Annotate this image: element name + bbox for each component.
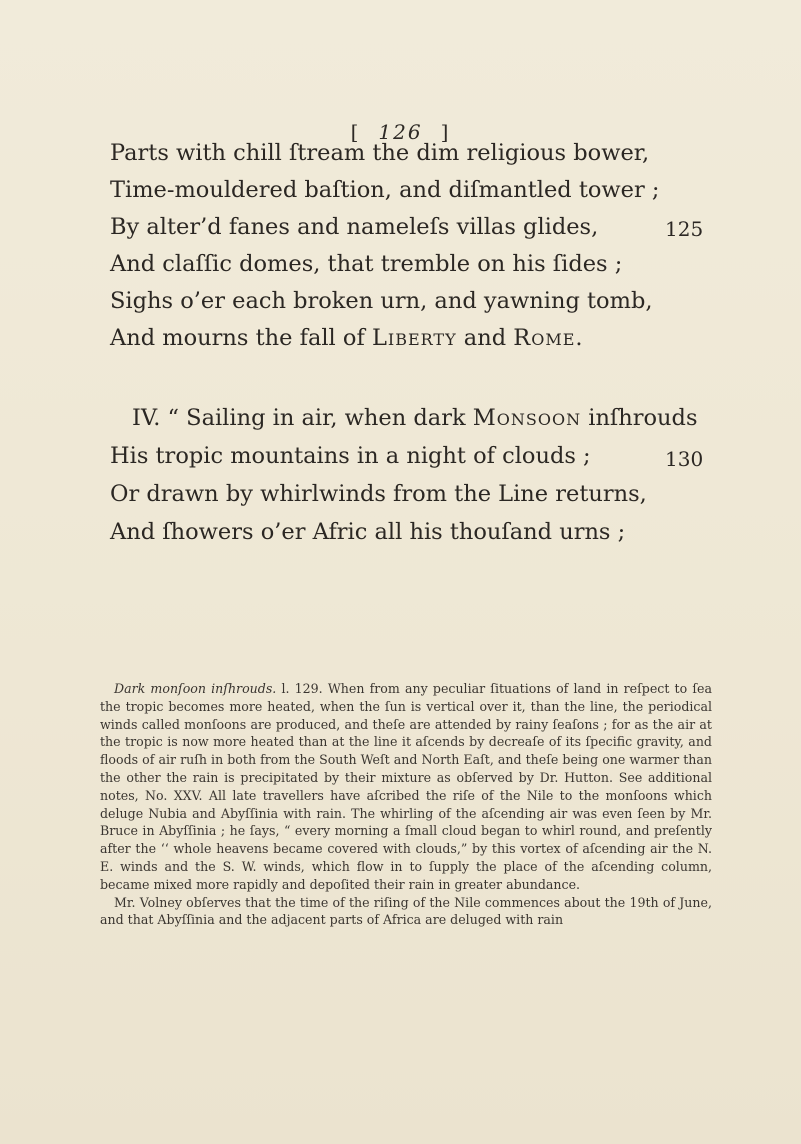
page-number-value: 126 bbox=[378, 120, 423, 144]
verse-line-7-end: inſhrouds bbox=[581, 405, 698, 431]
word-monsoon: Monsoon bbox=[472, 405, 582, 431]
verse-line-2: Time-mouldered baſtion, and diſmantled tower ; bbox=[110, 177, 660, 203]
verse-line-6 bbox=[110, 325, 583, 351]
verse-line-5: Sighs o’er each broken urn, and yawning tomb, bbox=[110, 288, 653, 314]
verse-line-6-end: . bbox=[575, 325, 583, 351]
word-rome: Rome bbox=[513, 325, 576, 351]
page-number-close-bracket: ] bbox=[440, 120, 451, 144]
page-number-open-bracket: [ bbox=[350, 120, 361, 144]
verse-line-7-start: IV. “ Sailing in air, when dark bbox=[132, 405, 473, 431]
footnote-paragraph-2: Mr. Volney obſerves that the time of the riſing of the Nile commences about the 19th of June, and that Abyſſinia and the adjacent parts of Africa are deluged with rain bbox=[100, 894, 712, 928]
footnote-text-1: l. 129. When from any peculiar ſituations of land in reſpect to ſea the tropic becomes more heated, when the ſun is vertical over it, than the line, the periodical winds called monſoons are produced, and theſe are attended by rainy ſeaſons ; for as the air at the tropic is now more heated than at the line it aſcends by decreaſe of its ſpecific gravity, and floods of air ruſh in both from the South Weſt and North Eaſt, and theſe being one warmer than the other the rain is precipitated by their mixture as obſerved by Dr. Hutton. See additional notes, No. XXV. All late travellers have aſcribed the riſe of the Nile to the monſoons which deluge Nubia and Abyſſinia with rain. The whirling of the aſcending air was even ſeen by Mr. Bruce in Abyſſinia ; he ſays, “ every morning a ſmall cloud began to whirl round, and preſently after the ‘‘ whole heavens became covered with clouds,” by this vortex of aſcending air the N. E. winds and the S. W. winds, which flow in to ſupply the place of the aſcending column, became mixed more rapidly and depoſited their rain in greater abundance. bbox=[100, 681, 712, 892]
verse-line-10: And ſhowers o’er Afric all his thouſand urns ; bbox=[110, 519, 626, 545]
verse-line-4: And claſſic domes, that tremble on his ſides ; bbox=[110, 251, 623, 277]
verse-line-6-start: And mourns the fall of bbox=[110, 325, 372, 351]
verse-line-6-and: and bbox=[456, 325, 514, 351]
word-liberty: Liberty bbox=[371, 325, 457, 351]
verse-line-7 bbox=[132, 405, 698, 431]
line-number-130: 130 bbox=[665, 447, 704, 471]
verse-line-1: Parts with chill ſtream the dim religious bower, bbox=[110, 140, 650, 166]
footnote-lemma: Dark monſoon inſhrouds. bbox=[114, 681, 277, 696]
verse-line-3: By alter’d fanes and nameleſs villas glides, bbox=[110, 214, 599, 240]
line-number-125: 125 bbox=[665, 217, 704, 241]
verse-line-8: His tropic mountains in a night of clouds ; bbox=[110, 443, 591, 469]
verse-line-9: Or drawn by whirlwinds from the Line returns, bbox=[110, 481, 647, 507]
footnote-block bbox=[100, 680, 712, 929]
footnote-paragraph-1 bbox=[100, 680, 712, 894]
